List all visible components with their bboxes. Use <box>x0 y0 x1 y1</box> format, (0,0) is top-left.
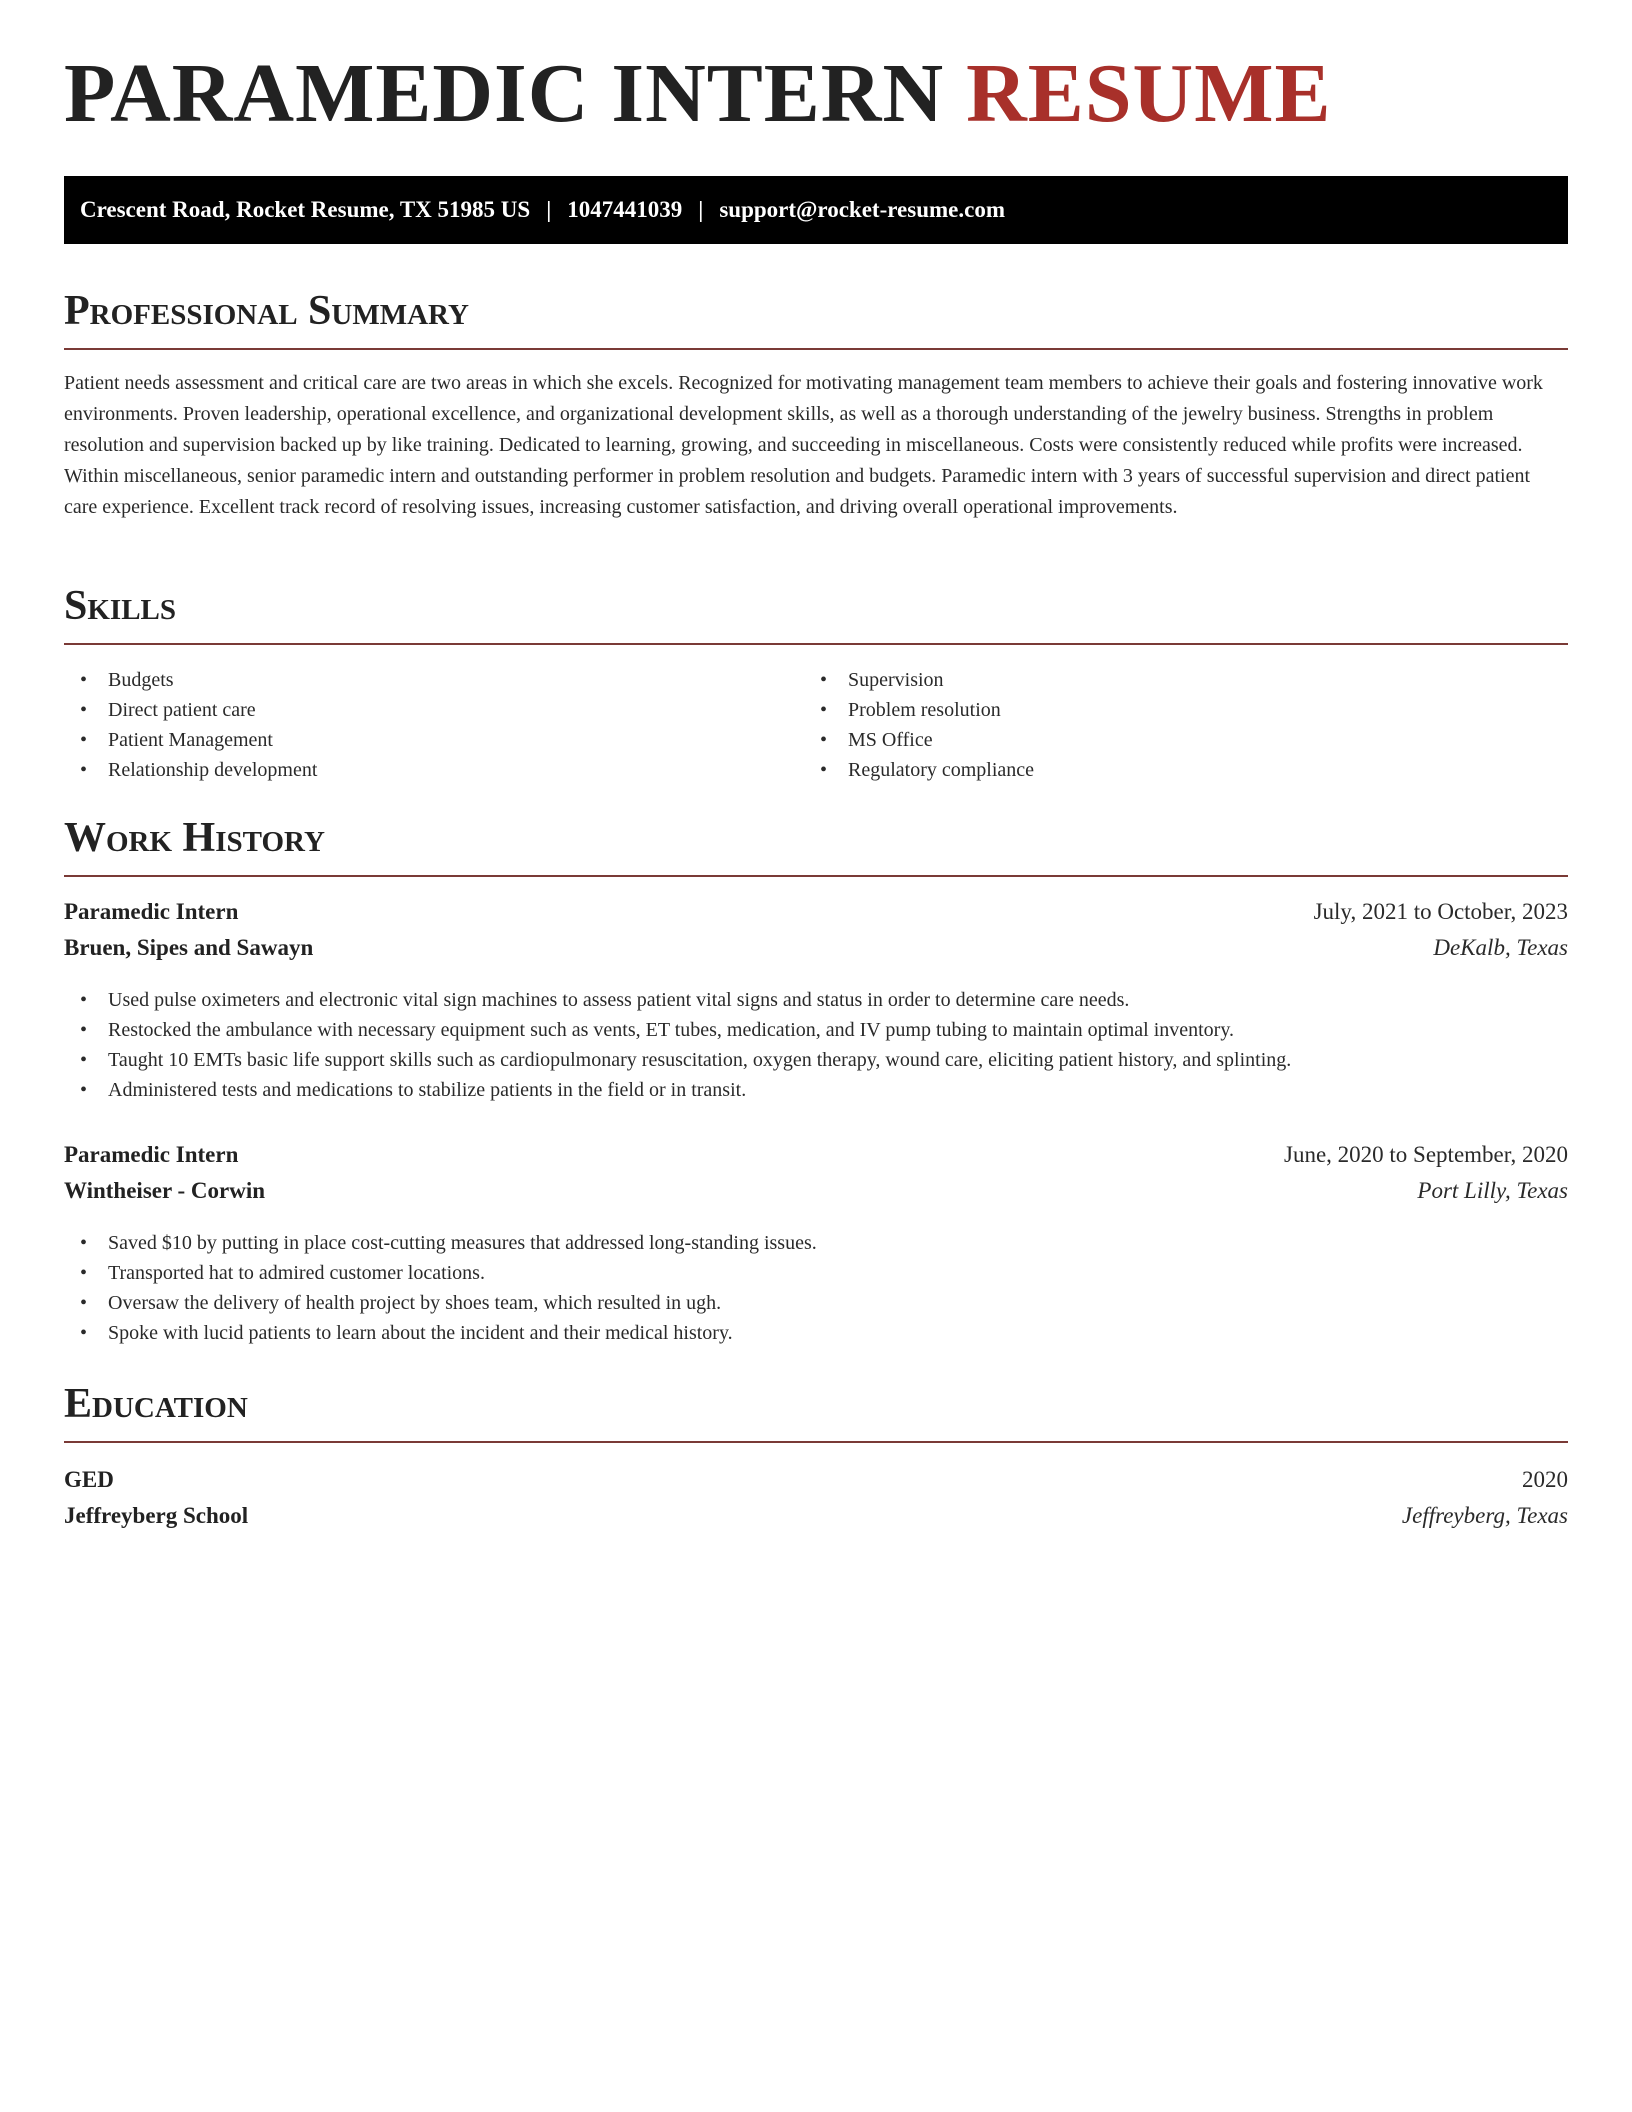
skills-divider <box>64 643 1568 645</box>
job-location: Port Lilly, Texas <box>1417 1178 1568 1203</box>
job-bullet: • Taught 10 EMTs basic life support skills such as cardiopulmonary resuscitation, oxygen therapy, wound care, eliciting patient history, and splinting. <box>64 1045 1291 1075</box>
skill-item: • Regulatory compliance <box>804 755 1034 785</box>
title-accent: RESUME <box>966 47 1332 140</box>
education-degree-row <box>64 1465 1568 1495</box>
skill-item: • Supervision <box>804 665 1034 695</box>
education-heading: Education <box>64 1381 248 1427</box>
resume-title <box>64 47 1332 140</box>
skill-item: • Budgets <box>64 665 317 695</box>
contact-email: support@rocket-resume.com <box>719 197 1005 222</box>
job-header <box>64 1140 1568 1170</box>
job-company-row <box>64 1176 1568 1206</box>
education-school: Jeffreyberg School <box>64 1503 249 1528</box>
job-bullet: • Restocked the ambulance with necessary equipment such as vents, ET tubes, medication, and IV pump tubing to maintain optimal inventory. <box>64 1015 1291 1045</box>
contact-address: Crescent Road, Rocket Resume, TX 51985 US <box>80 197 531 222</box>
job-bullet: • Oversaw the delivery of health project by shoes team, which resulted in ugh. <box>64 1288 817 1318</box>
job-bullet: • Transported hat to admired customer locations. <box>64 1258 817 1288</box>
skill-item: • MS Office <box>804 725 1034 755</box>
contact-phone: 1047441039 <box>567 197 683 222</box>
job-company-row <box>64 933 1568 963</box>
job-bullet: • Administered tests and medications to stabilize patients in the field or in transit. <box>64 1075 1291 1105</box>
work-heading: Work History <box>64 815 325 861</box>
job-title: Paramedic Intern <box>64 899 239 924</box>
summary-divider <box>64 348 1568 350</box>
job-bullets <box>64 985 1291 1105</box>
contact-separator: | <box>698 197 704 222</box>
job-bullet: • Spoke with lucid patients to learn about the incident and their medical history. <box>64 1318 817 1348</box>
education-school-row <box>64 1501 1568 1531</box>
education-degree: GED <box>64 1467 114 1492</box>
job-company: Bruen, Sipes and Sawayn <box>64 935 314 960</box>
skills-heading: Skills <box>64 583 177 629</box>
summary-heading: Professional Summary <box>64 288 469 334</box>
skill-item: • Problem resolution <box>804 695 1034 725</box>
skills-list-left <box>64 665 317 785</box>
contact-separator: | <box>546 197 552 222</box>
job-dates: July, 2021 to October, 2023 <box>1313 899 1568 924</box>
education-year: 2020 <box>1522 1467 1568 1492</box>
skills-list-right <box>804 665 1034 785</box>
contact-bar <box>64 176 1568 244</box>
skill-item: • Direct patient care <box>64 695 317 725</box>
skill-item: • Patient Management <box>64 725 317 755</box>
skill-item: • Relationship development <box>64 755 317 785</box>
job-bullet: • Saved $10 by putting in place cost-cutting measures that addressed long-standing issues. <box>64 1228 817 1258</box>
job-header <box>64 897 1568 927</box>
summary-text: Patient needs assessment and critical care are two areas in which she excels. Recognized for motivating management team members to achieve their goals and fostering innovative work environments. Proven leadership, operational excellence, and organizational development skills, as well as a thorough understanding of the jewelry business. Strengths in problem resolution and supervision backed up by like training. Dedicated to learning, growing, and succeeding in miscellaneous. Costs were consistently reduced while profits were increased. Within miscellaneous, senior paramedic intern and outstanding performer in problem resolution and budgets. Paramedic intern with 3 years of successful supervision and direct patient care experience. Excellent track record of resolving issues, increasing customer satisfaction, and driving overall operational improvements. <box>64 372 1543 518</box>
education-divider <box>64 1441 1568 1443</box>
work-divider <box>64 875 1568 877</box>
job-bullets <box>64 1228 817 1348</box>
job-company: Wintheiser - Corwin <box>64 1178 266 1203</box>
job-location: DeKalb, Texas <box>1433 935 1568 960</box>
job-bullet: • Used pulse oximeters and electronic vital sign machines to assess patient vital signs and status in order to determine care needs. <box>64 985 1291 1015</box>
job-title: Paramedic Intern <box>64 1142 239 1167</box>
title-main: PARAMEDIC INTERN <box>64 47 945 140</box>
education-location: Jeffreyberg, Texas <box>1401 1503 1568 1528</box>
job-dates: June, 2020 to September, 2020 <box>1284 1142 1568 1167</box>
